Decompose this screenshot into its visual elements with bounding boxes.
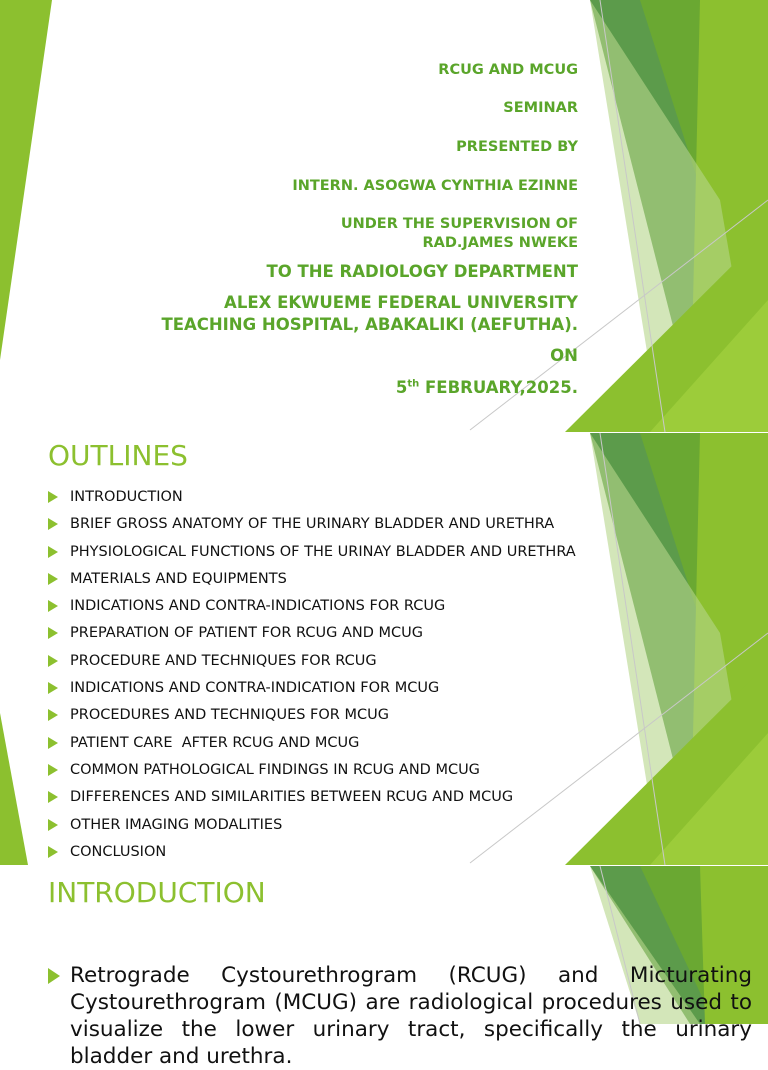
bullet-icon	[48, 764, 58, 776]
outline-item: MATERIALS AND EQUIPMENTS	[48, 567, 576, 594]
bullet-icon	[48, 655, 58, 667]
bullet-icon	[48, 518, 58, 530]
title-line-4: INTERN. ASOGWA CYNTHIA EZINNE	[292, 178, 578, 194]
title-line-9: TEACHING HOSPITAL, ABAKALIKI (AEFUTHA).	[161, 315, 578, 334]
bullet-icon	[48, 682, 58, 694]
outline-heading: OUTLINES	[48, 439, 188, 472]
title-line-6: RAD.JAMES NWEKE	[422, 235, 578, 251]
introduction-slide	[0, 866, 768, 1069]
title-line-7: TO THE RADIOLOGY DEPARTMENT	[266, 262, 578, 281]
outline-item: PREPARATION OF PATIENT FOR RCUG AND MCUG	[48, 621, 576, 648]
outline-slide	[0, 433, 768, 865]
outline-item: INTRODUCTION	[48, 485, 576, 512]
introduction-heading: INTRODUCTION	[48, 876, 266, 909]
title-line-3: PRESENTED BY	[456, 139, 578, 155]
bullet-icon	[48, 819, 58, 831]
outline-item: INDICATIONS AND CONTRA-INDICATIONS FOR RCUG	[48, 594, 576, 621]
outline-item: PROCEDURE AND TECHNIQUES FOR RCUG	[48, 649, 576, 676]
date-line	[396, 378, 578, 397]
bullet-icon	[48, 791, 58, 803]
date-suffix: th	[407, 378, 420, 390]
title-line-2: SEMINAR	[503, 100, 578, 116]
title-line-8: ALEX EKWUEME FEDERAL UNIVERSITY	[224, 293, 578, 312]
outline-item: DIFFERENCES AND SIMILARITIES BETWEEN RCUG AND MCUG	[48, 785, 576, 812]
title-line-1: RCUG AND MCUG	[438, 62, 578, 78]
title-line-5: UNDER THE SUPERVISION OF	[340, 216, 578, 232]
outline-item: COMMON PATHOLOGICAL FINDINGS IN RCUG AND MCUG	[48, 758, 576, 785]
bullet-icon	[48, 573, 58, 585]
outline-item: CONCLUSION	[48, 840, 576, 867]
outline-item: INDICATIONS AND CONTRA-INDICATION FOR MCUG	[48, 676, 576, 703]
bullet-icon	[48, 600, 58, 612]
bullet-icon	[48, 968, 60, 984]
introduction-paragraph: Retrograde Cystourethrogram (RCUG) and Micturating Cystourethrogram (MCUG) are radiological procedures used to visualize the lower urinary tract, specifically the urinary bladder and urethra.	[48, 962, 752, 1070]
date-day: 5	[395, 378, 408, 397]
outline-list	[48, 485, 576, 867]
outline-item: PROCEDURES AND TECHNIQUES FOR MCUG	[48, 703, 576, 730]
bullet-icon	[48, 737, 58, 749]
bullet-icon	[48, 491, 58, 503]
bullet-icon	[48, 709, 58, 721]
outline-item: OTHER IMAGING MODALITIES	[48, 813, 576, 840]
outline-item: BRIEF GROSS ANATOMY OF THE URINARY BLADDER AND URETHRA	[48, 512, 576, 539]
outline-item: PATIENT CARE AFTER RCUG AND MCUG	[48, 731, 576, 758]
bullet-icon	[48, 846, 58, 858]
bullet-icon	[48, 627, 58, 639]
outline-item: PHYSIOLOGICAL FUNCTIONS OF THE URINAY BLADDER AND URETHRA	[48, 540, 576, 567]
date-rest: FEBRUARY,2025.	[419, 378, 578, 397]
title-line-10: ON	[550, 346, 578, 365]
bullet-icon	[48, 546, 58, 558]
title-slide	[0, 0, 768, 432]
